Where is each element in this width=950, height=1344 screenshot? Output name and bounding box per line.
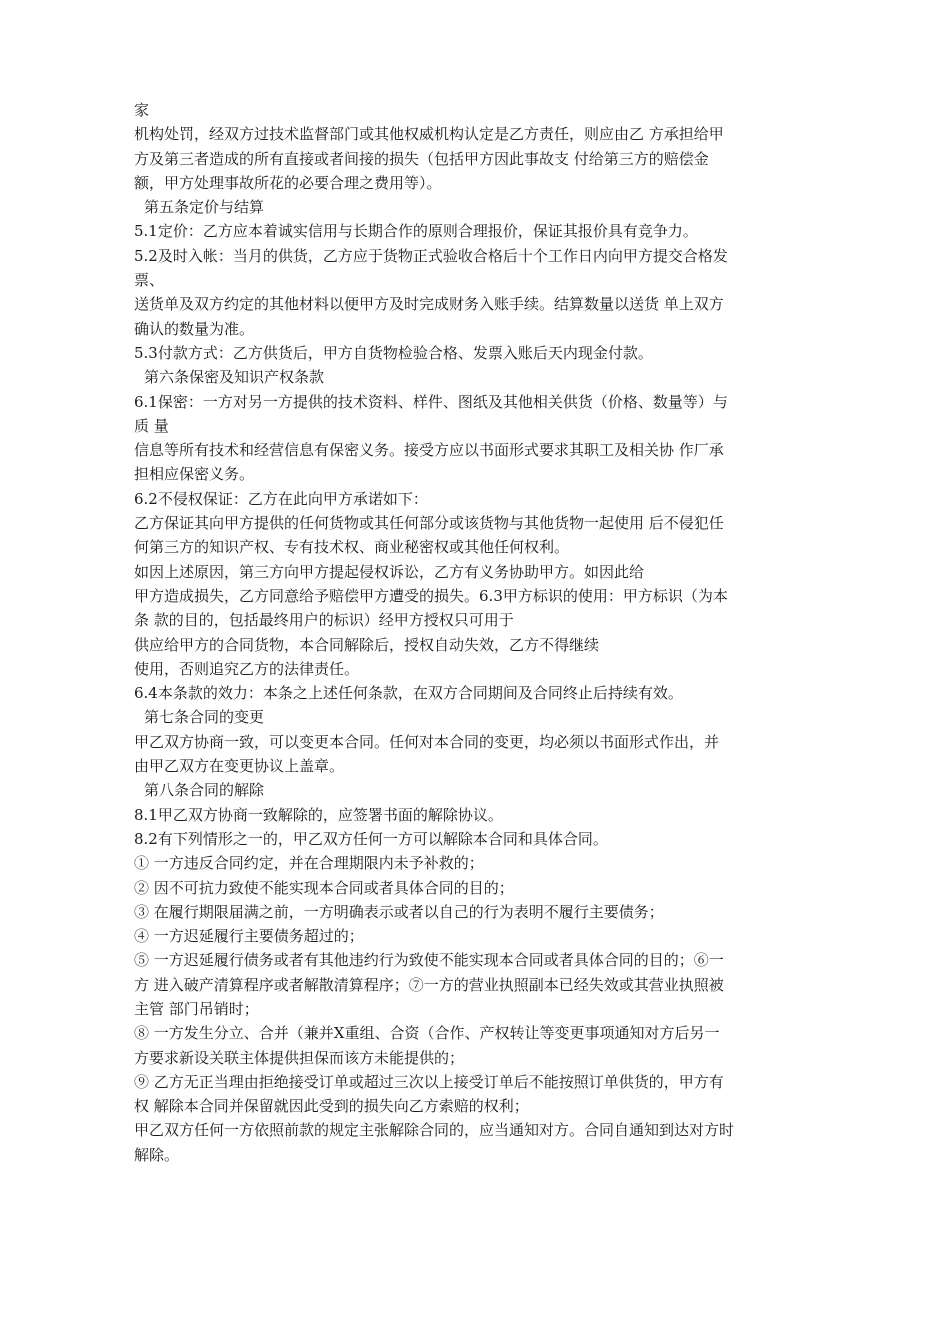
body-text-line: 条 款的目的，包括最终用户的标识）经甲方授权只可用于: [134, 611, 514, 630]
list-item: ④ 一方迟延履行主要债务超过的；: [134, 927, 364, 946]
section-heading-article-7: 第七条合同的变更: [144, 708, 265, 727]
clause-8-2: 8.2有下列情形之一的，甲乙双方任何一方可以解除本合同和具体合同。: [134, 829, 608, 848]
section-heading-article-5: 第五条定价与结算: [144, 198, 265, 217]
body-text-line: 票、: [134, 271, 165, 290]
body-text-line: 方 进入破产清算程序或者解散清算程序；⑦一方的营业执照副本已经失效或其营业执照被: [134, 975, 724, 994]
list-item: ② 因不可抗力致使不能实现本合同或者具体合同的目的；: [134, 878, 514, 897]
section-heading-article-6: 第六条保密及知识产权条款: [144, 368, 325, 387]
body-text-line: 如因上述原因，第三方向甲方提起侵权诉讼，乙方有义务协助甲方。如因此给: [134, 562, 645, 581]
body-text-line: 额，甲方处理事故所花的必要合理之费用等）。: [134, 173, 442, 192]
clause-6-4: 6.4本条款的效力：本条之上述任何条款，在双方合同期间及合同终止后持续有效。: [134, 684, 683, 703]
body-text-line: 由甲乙双方在变更协议上盖章。: [134, 757, 345, 776]
body-text-line: 甲乙双方协商一致，可以变更本合同。任何对本合同的变更，均必须以书面形式作出，并: [134, 732, 720, 751]
body-text-line: 解除。: [134, 1145, 180, 1164]
document-body: [134, 98, 834, 1167]
clause-6-1: 6.1保密：一方对另一方提供的技术资料、样件、图纸及其他相关供货（价格、数量等）与: [134, 392, 728, 411]
list-item: ⑧ 一方发生分立、合并（兼并X重组、合资（合作、产权转让等变更事项通知对方后另一: [134, 1024, 720, 1043]
body-text-line: 供应给甲方的合同货物，本合同解除后，授权自动失效，乙方不得继续: [134, 635, 600, 654]
list-item: ③ 在履行期限届满之前，一方明确表示或者以自己的行为表明不履行主要债务；: [134, 902, 664, 921]
clause-6-2: 6.2不侵权保证：乙方在此向甲方承诺如下：: [134, 489, 428, 508]
section-heading-article-8: 第八条合同的解除: [144, 781, 265, 800]
body-text-line: 机构处罚，经双方过技术监督部门或其他权威机构认定是乙方责任，则应由乙 方承担给甲: [134, 125, 724, 144]
clause-5-1: 5.1定价：乙方应本着诚实信用与长期合作的原则合理报价，保证其报价具有竞争力。: [134, 222, 698, 241]
body-text-line: 确认的数量为准。: [134, 319, 255, 338]
body-text-line: 使用，否则追究乙方的法律责任。: [134, 659, 360, 678]
body-text-line: 权 解除本合同并保留就因此受到的损失向乙方索赔的权利；: [134, 1097, 529, 1116]
body-text-line: 甲方造成损失，乙方同意给予赔偿甲方遭受的损失。6.3甲方标识的使用：甲方标识（为本: [134, 586, 728, 605]
list-item: ⑤ 一方迟延履行债务或者有其他违约行为致使不能实现本合同或者具体合同的目的；⑥一: [134, 951, 724, 970]
body-text-line: 信息等所有技术和经营信息有保密义务。接受方应以书面形式要求其职工及相关协 作厂承: [134, 441, 724, 460]
clause-5-2: 5.2及时入帐：当月的供货，乙方应于货物正式验收合格后十个工作日内向甲方提交合格发: [134, 246, 728, 265]
body-text-line: 方及第三者造成的所有直接或者间接的损失（包括甲方因此事故支 付给第三方的赔偿金: [134, 149, 709, 168]
body-text-line: 甲乙双方任何一方依照前款的规定主张解除合同的，应当通知对方。合同自通知到达对方时: [134, 1121, 735, 1140]
list-item: ⑨ 乙方无正当理由拒绝接受订单或超过三次以上接受订单后不能按照订单供货的，甲方有: [134, 1072, 724, 1091]
body-text-line: 家: [134, 101, 150, 119]
body-text-line: 送货单及双方约定的其他材料以便甲方及时完成财务入账手续。结算数量以送货 单上双方: [134, 295, 724, 314]
body-text-line: 担相应保密义务。: [134, 465, 255, 484]
clause-5-3: 5.3付款方式：乙方供货后，甲方自货物检验合格、发票入账后天内现金付款。: [134, 343, 653, 362]
body-text-line: 质 量: [134, 416, 169, 435]
body-text-line: 主管 部门吊销时；: [134, 999, 259, 1018]
list-item: ① 一方违反合同约定，并在合理期限内未予补救的；: [134, 854, 484, 873]
body-text-line: 乙方保证其向甲方提供的任何货物或其任何部分或该货物与其他货物一起使用 后不侵犯任: [134, 514, 724, 533]
clause-8-1: 8.1甲乙双方协商一致解除的，应签署书面的解除协议。: [134, 805, 503, 824]
body-text-line: 何第三方的知识产权、专有技术权、商业秘密权或其他任何权利。: [134, 538, 570, 557]
body-text-line: 方要求新设关联主体提供担保而该方未能提供的；: [134, 1048, 465, 1067]
